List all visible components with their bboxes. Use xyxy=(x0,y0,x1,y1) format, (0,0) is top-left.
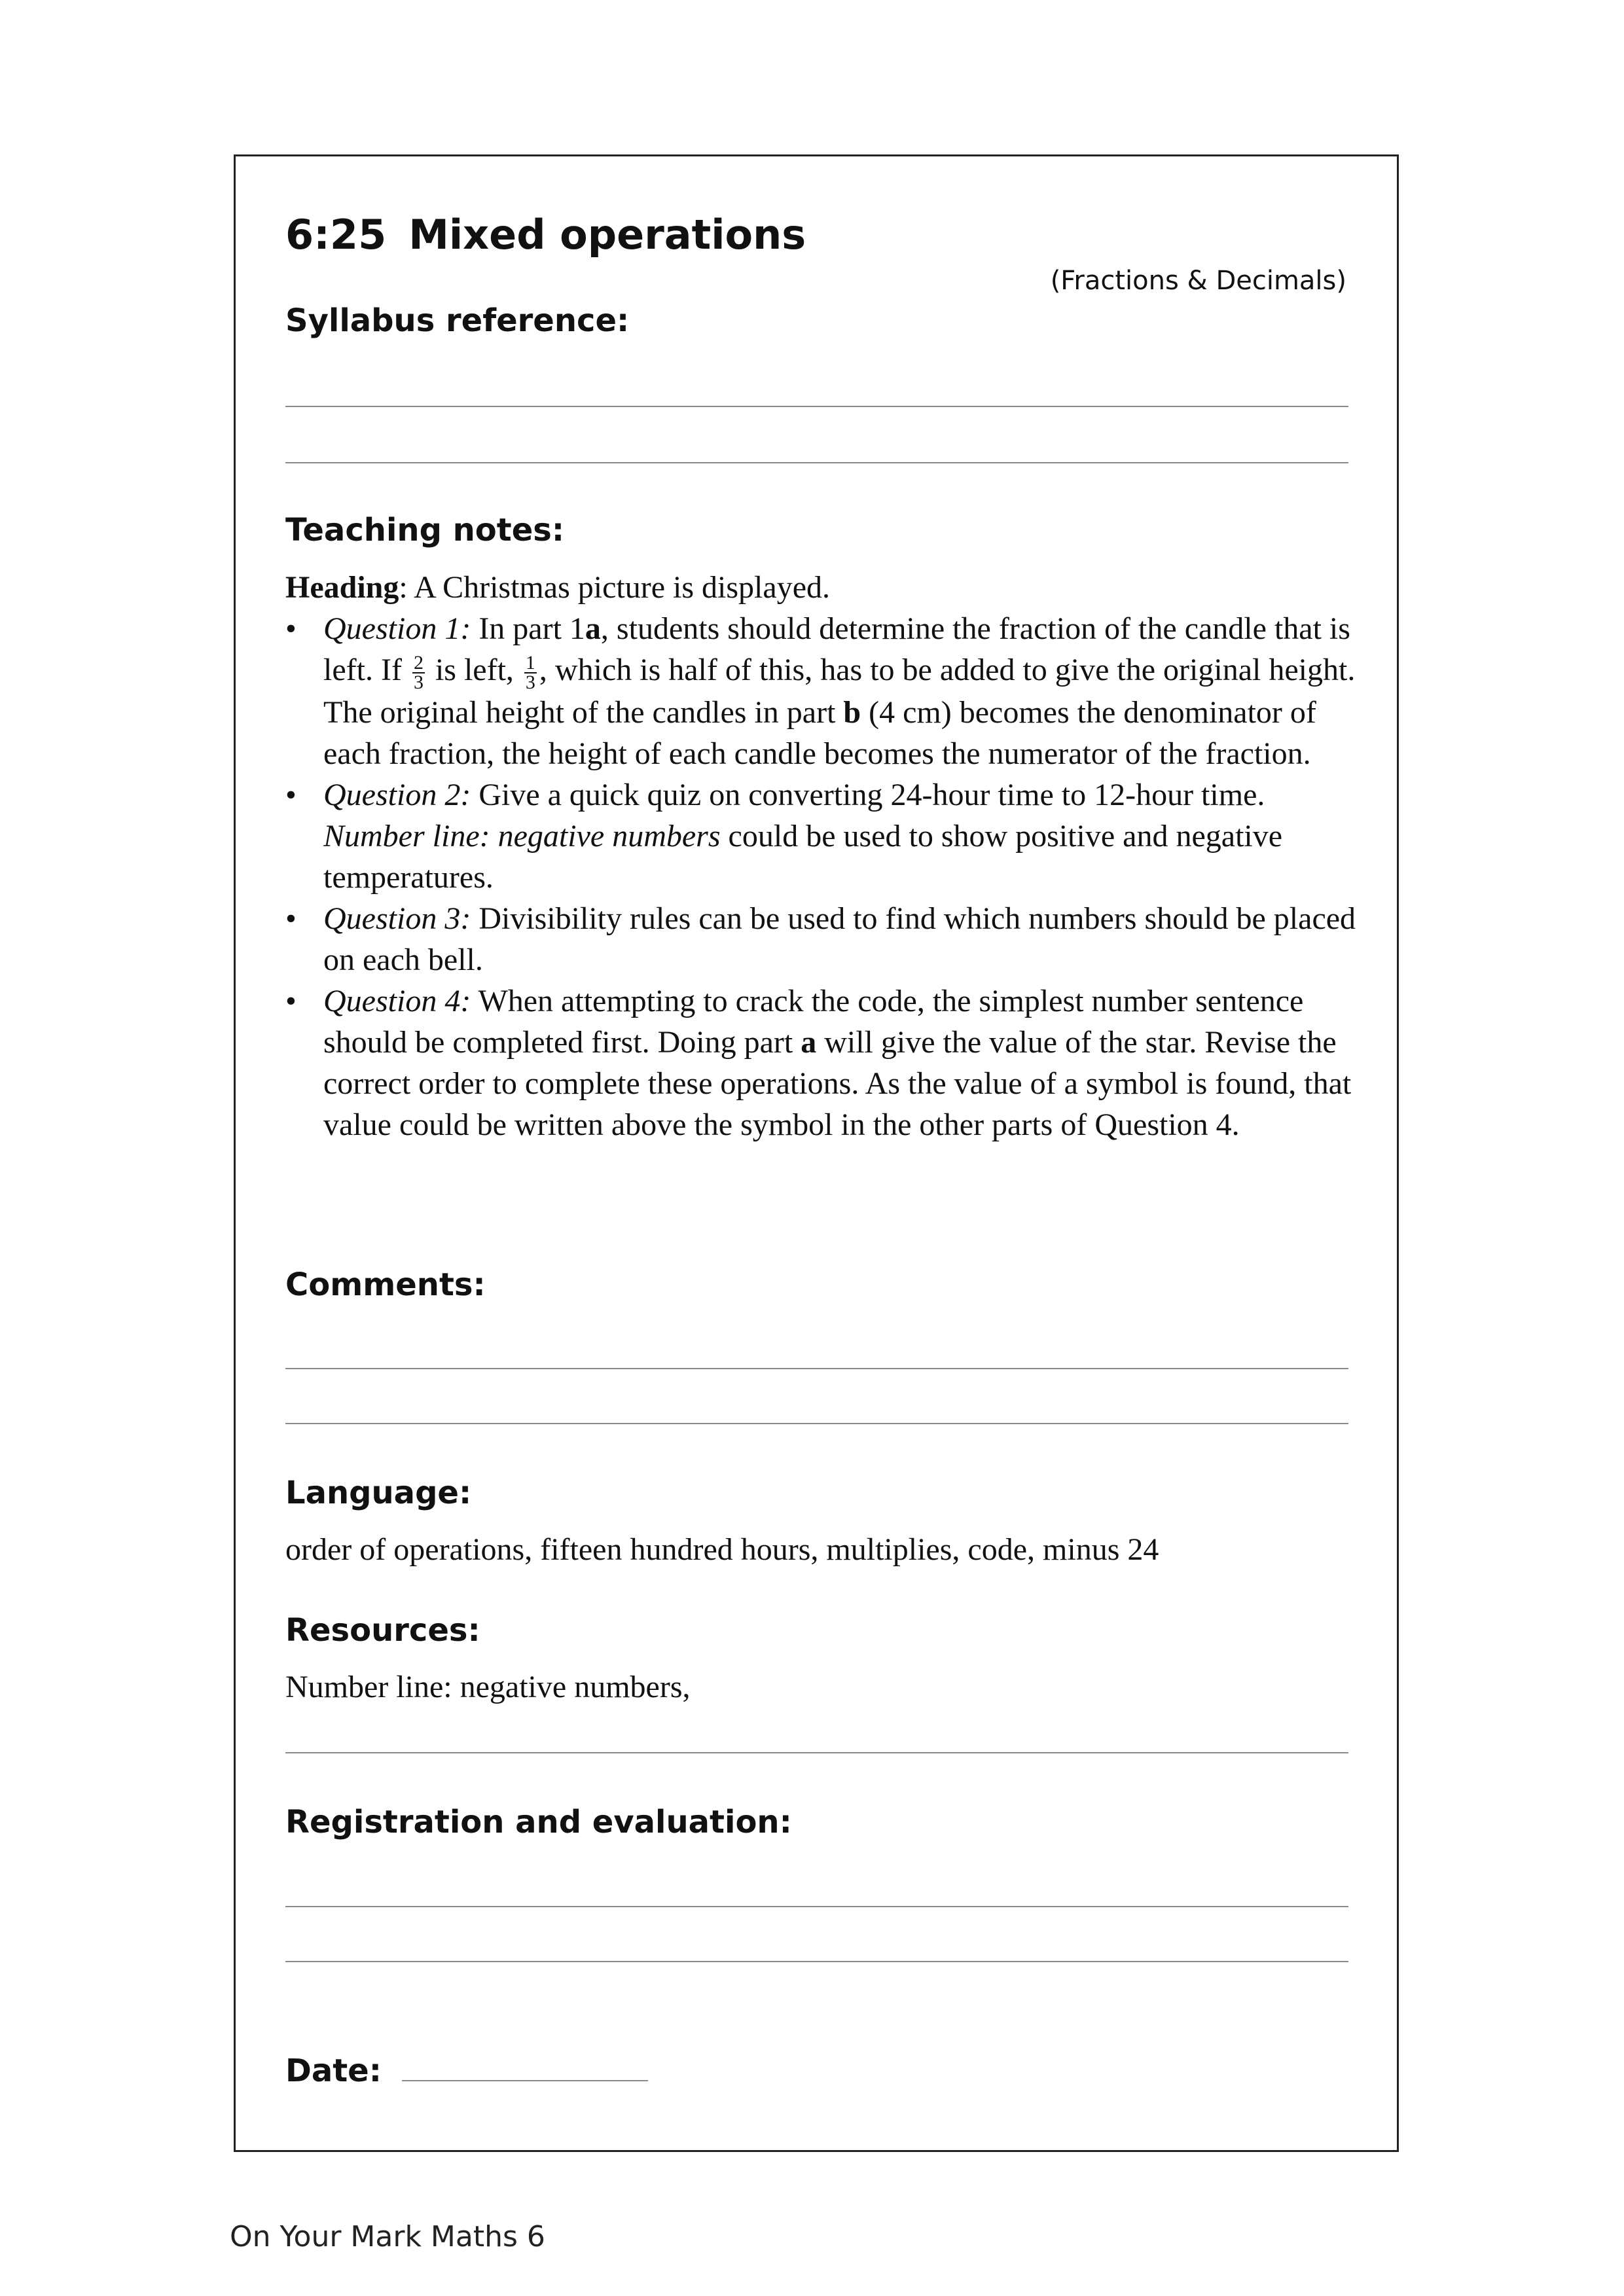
fraction-one-third xyxy=(524,651,537,693)
language-text: order of operations, fifteen hundred hours, multiplies, code, minus 24 xyxy=(285,1532,1159,1567)
resources-heading: Resources: xyxy=(285,1612,480,1649)
q1-text: , which is half of this, has to be added to give the original height. The original height of the candles in part xyxy=(323,653,1356,730)
q4-text: When attempting to crack the code, the simplest number sentence should be completed first. Doing part xyxy=(323,983,1304,1060)
comments-heading: Comments: xyxy=(285,1266,486,1303)
q1-label: Question 1: xyxy=(323,611,471,646)
registration-line-2 xyxy=(285,1961,1348,1962)
intro-text: : A Christmas picture is displayed. xyxy=(399,570,830,605)
lesson-number: 6:25 xyxy=(285,211,387,259)
list-item xyxy=(285,980,1359,1145)
fraction-denominator: 3 xyxy=(525,671,535,693)
bullet: • xyxy=(285,611,297,646)
q3-label: Question 3: xyxy=(323,901,471,936)
page-title xyxy=(285,211,806,259)
q1-text: In part 1 xyxy=(471,611,585,646)
fraction-denominator: 3 xyxy=(413,671,424,693)
language-heading: Language: xyxy=(285,1475,472,1511)
lesson-title: Mixed operations xyxy=(408,211,806,259)
intro-label: Heading xyxy=(285,570,399,605)
fraction-two-thirds xyxy=(412,651,425,693)
fraction-numerator: 1 xyxy=(525,651,535,673)
q2-italic: Number line: negative numbers xyxy=(323,818,721,853)
q1-bold: b xyxy=(843,694,861,730)
q4-bold: a xyxy=(801,1024,817,1060)
bullet: • xyxy=(285,777,297,812)
registration-line-1 xyxy=(285,1906,1348,1907)
syllabus-line-2 xyxy=(285,462,1348,463)
q2-label: Question 2: xyxy=(323,777,471,812)
bullet: • xyxy=(285,983,297,1018)
page-footer: On Your Mark Maths 6 xyxy=(230,2220,545,2253)
q3-text: Divisibility rules can be used to find which numbers should be placed on each bell. xyxy=(323,901,1356,977)
q4-label: Question 4: xyxy=(323,983,471,1018)
q1-text: (4 cm) becomes the denominator of each fraction, the height of each candle becomes the numerator of the fraction. xyxy=(323,694,1316,771)
topic-subtitle: (Fractions & Decimals) xyxy=(1050,266,1346,296)
list-item xyxy=(285,608,1359,774)
date-label: Date: xyxy=(285,2053,382,2089)
comments-line-1 xyxy=(285,1368,1348,1369)
teaching-notes-heading: Teaching notes: xyxy=(285,512,565,548)
q1-text: , students should determine the fraction of the candle that is left. If xyxy=(323,611,1350,687)
q1-text: is left, xyxy=(427,653,522,687)
list-item xyxy=(285,774,1359,898)
notes-intro xyxy=(285,567,1359,608)
registration-heading: Registration and evaluation: xyxy=(285,1804,792,1840)
q4-text: will give the value of the star. Revise the correct order to complete these operations. As the value of a symbol is found, that value could be written above the symbol in the other parts of Question 4. xyxy=(323,1024,1352,1142)
page-frame xyxy=(234,154,1399,2152)
fraction-numerator: 2 xyxy=(413,651,424,673)
date-line xyxy=(402,2080,648,2081)
notes-list xyxy=(285,608,1359,1145)
q2-text: Give a quick quiz on converting 24-hour time to 12-hour time. xyxy=(471,777,1265,812)
comments-line-2 xyxy=(285,1423,1348,1424)
bullet: • xyxy=(285,901,297,936)
teaching-notes-body xyxy=(285,567,1359,1145)
resources-text: Number line: negative numbers, xyxy=(285,1670,691,1704)
syllabus-line-1 xyxy=(285,406,1348,407)
syllabus-heading: Syllabus reference: xyxy=(285,302,630,339)
resources-line xyxy=(285,1752,1348,1753)
q1-bold: a xyxy=(585,611,601,646)
q2-text: could be used to show positive and negative temperatures. xyxy=(323,818,1283,895)
list-item xyxy=(285,898,1359,980)
